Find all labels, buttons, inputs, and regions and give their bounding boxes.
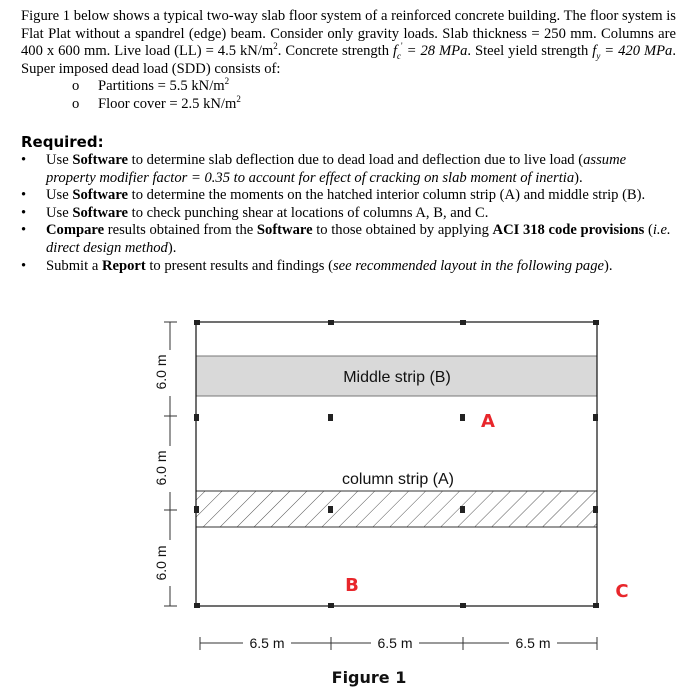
column-marker <box>593 320 599 325</box>
intro-paragraph <box>21 8 676 78</box>
circle-bullet-icon: o <box>72 95 80 112</box>
column-marker <box>328 506 333 513</box>
problem-statement <box>21 8 676 114</box>
required-list <box>21 152 676 275</box>
sdd-item-text: Floor cover = 2.5 kN/m <box>98 95 237 112</box>
column-marker <box>460 506 465 513</box>
bullet-icon: • <box>21 187 27 204</box>
fy-value: = 420 MPa <box>600 43 673 60</box>
figure-caption: Figure 1 <box>331 668 407 687</box>
column-marker <box>328 603 334 608</box>
column-marker <box>194 320 200 325</box>
circle-bullet-icon: o <box>72 78 80 95</box>
column-marker <box>593 603 599 608</box>
column-marker <box>194 506 199 513</box>
unit-exponent: 2 <box>236 94 241 105</box>
intro-text: . Super imposed dead load (SDD) consists of: <box>21 43 676 77</box>
column-marker <box>593 506 598 513</box>
fc-symbol: f <box>392 43 398 60</box>
span-label-y-2: 6.0 m <box>153 450 169 486</box>
column-c-marker: C <box>615 581 629 602</box>
span-label-y-1: 6.0 m <box>153 354 169 390</box>
fy-symbol: f <box>592 43 597 60</box>
required-item-report: • Submit a Report to present results and findings (see recommended layout in the following page). <box>21 257 613 274</box>
column-marker <box>460 414 465 421</box>
column-a-marker: A <box>481 411 495 432</box>
column-strip-band <box>196 491 597 527</box>
slab-plan-figure <box>0 300 687 700</box>
bullet-icon: • <box>21 222 27 239</box>
intro-text: . Steel yield strength <box>467 43 593 60</box>
column-marker <box>328 320 334 325</box>
span-label-y-3: 6.0 m <box>153 545 169 581</box>
column-marker <box>194 414 199 421</box>
required-heading: Required: <box>21 133 104 151</box>
intro-text: Figure 1 below shows a typical two-way slab floor system of a reinforced concrete building. The floor system is Flat Plat without a spandrel (edge) beam. Consider only gravity loads. Slab thickness = 250 mm. Columns are 400 x 600 mm. Live load (LL) = 4.5 kN/m <box>21 8 676 60</box>
column-b-marker: B <box>345 575 359 596</box>
required-item-moments: • Use Software to determine the moments on the hatched interior column strip (A) and middle strip (B). <box>21 187 646 204</box>
middle-strip-label: Middle strip (B) <box>343 369 451 386</box>
required-item-punching-shear: • Use Software to check punching shear at locations of columns A, B, and C. <box>21 204 489 221</box>
sdd-item-text: Partitions = 5.5 kN/m <box>98 78 225 95</box>
column-strip-label: column strip (A) <box>341 471 455 488</box>
sdd-item-floor-cover <box>21 96 676 114</box>
sdd-item-partitions <box>21 78 676 96</box>
span-label-x-1: 6.5 m <box>249 635 285 651</box>
column-marker <box>593 414 598 421</box>
sdd-list <box>21 78 676 113</box>
fc-subscript: c <box>397 51 402 62</box>
span-label-x-3: 6.5 m <box>515 635 551 651</box>
column-marker <box>328 414 333 421</box>
bullet-icon: • <box>21 204 27 221</box>
intro-text: . Concrete strength <box>277 43 393 60</box>
column-marker <box>194 603 200 608</box>
fc-prime: ' <box>401 41 403 52</box>
unit-exponent: 2 <box>224 76 230 87</box>
unit-exponent: 2 <box>273 41 278 52</box>
span-label-x-2: 6.5 m <box>377 635 413 651</box>
column-marker <box>460 603 466 608</box>
fc-value: = 28 MPa <box>402 43 468 60</box>
required-item-deflection: • Use Software to determine slab deflection due to dead load and deflection due to live load (assume property modifier factor = 0.35 to account for effect of cracking on slab moment of inertia). <box>21 152 627 186</box>
required-item-compare: • Compare results obtained from the Software to those obtained by applying ACI 318 code provisions (i.e. direct design method). <box>21 222 671 256</box>
column-marker <box>460 320 466 325</box>
bullet-icon: • <box>21 152 27 168</box>
bullet-icon: • <box>21 257 27 274</box>
fy-subscript: y <box>596 51 601 62</box>
